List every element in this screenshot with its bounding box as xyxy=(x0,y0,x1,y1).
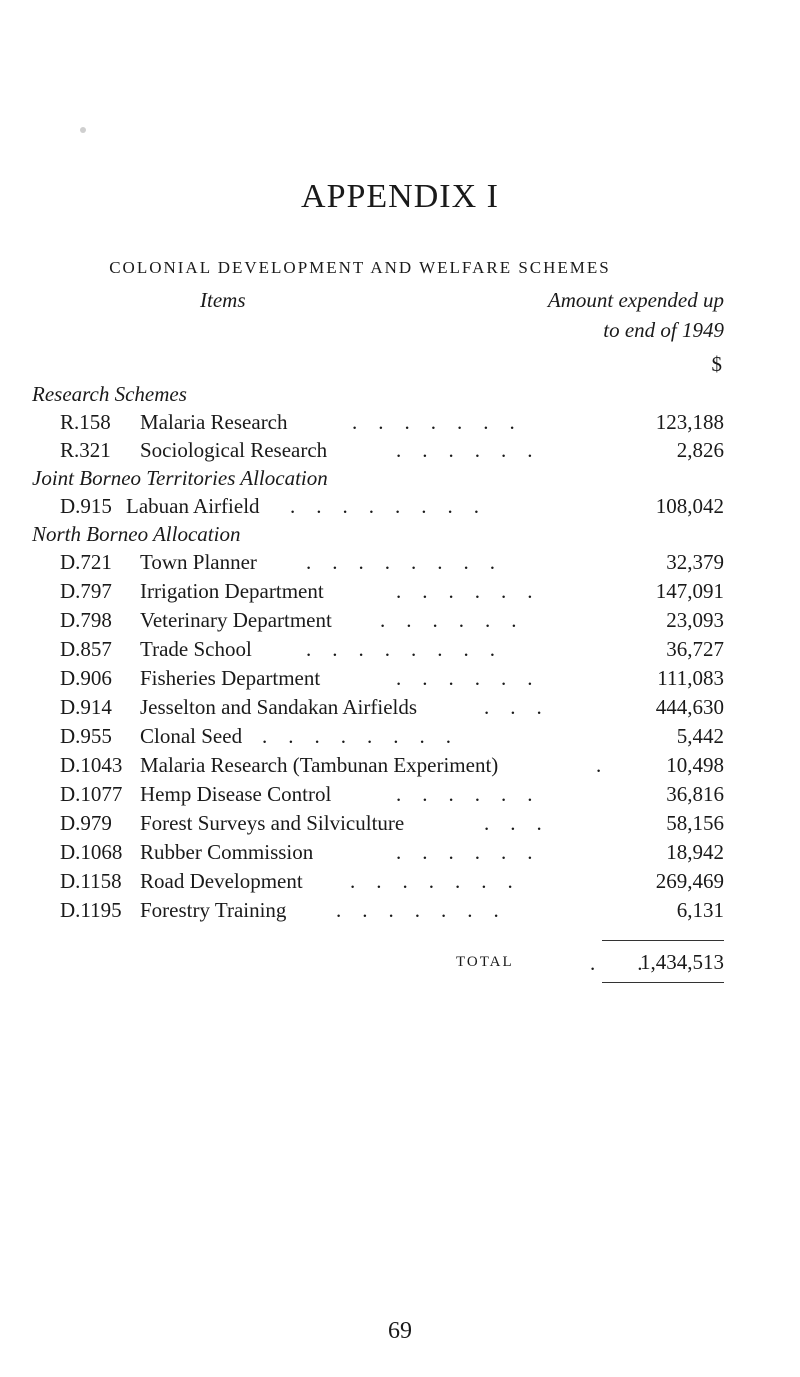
scheme-amount: 58,156 xyxy=(666,811,724,835)
scheme-label: Malaria Research (Tambunan Experiment) xyxy=(140,753,499,777)
leader-dots: . . . . . . xyxy=(380,608,517,632)
scheme-amount: 36,727 xyxy=(666,637,724,661)
scheme-code: D.906 xyxy=(60,666,112,690)
scheme-label: Sociological Research xyxy=(140,438,328,462)
scheme-code: D.1077 xyxy=(60,782,123,806)
table-row xyxy=(0,811,800,841)
scheme-amount: 269,469 xyxy=(655,869,724,893)
scheme-amount: 108,042 xyxy=(655,494,724,518)
scheme-label: Irrigation Department xyxy=(140,579,324,603)
scheme-label: Trade School xyxy=(140,637,252,661)
page-subtitle: COLONIAL DEVELOPMENT AND WELFARE SCHEMES xyxy=(109,258,611,277)
scheme-code: D.798 xyxy=(60,608,112,632)
scheme-code: D.1068 xyxy=(60,840,123,864)
table-row xyxy=(0,579,800,609)
leader-dots: . . . xyxy=(484,695,542,719)
scheme-code: R.321 xyxy=(60,438,111,462)
scheme-code: D.857 xyxy=(60,637,112,661)
leader-dots: . . . . . . xyxy=(396,666,533,690)
scheme-label: Road Development xyxy=(140,869,303,893)
scheme-code: D.915 xyxy=(60,494,112,518)
table-row xyxy=(0,637,800,667)
scheme-amount: 10,498 xyxy=(666,753,724,777)
scheme-label: Veterinary Department xyxy=(140,608,332,632)
leader-dots: . xyxy=(596,753,602,777)
scheme-label: Hemp Disease Control xyxy=(140,782,332,806)
scheme-code: D.1043 xyxy=(60,753,123,777)
scheme-label: Forestry Training xyxy=(140,898,287,922)
scheme-label: Labuan Airfield xyxy=(126,494,260,518)
table-row xyxy=(0,666,800,696)
table-row xyxy=(0,494,800,524)
total-label: TOTAL xyxy=(456,954,514,970)
page-speck xyxy=(80,127,86,133)
scheme-amount: 123,188 xyxy=(655,410,724,434)
table-row xyxy=(0,840,800,870)
scheme-label: Fisheries Department xyxy=(140,666,321,690)
leader-dots: . . . . . . . . xyxy=(290,494,479,518)
scheme-amount: 36,816 xyxy=(666,782,724,806)
leader-dots: . . . . . . . . xyxy=(306,637,495,661)
leader-dots: . . . xyxy=(484,811,542,835)
section-heading: Research Schemes xyxy=(32,382,187,406)
total-rule-bottom xyxy=(602,982,724,983)
scheme-code: D.1195 xyxy=(60,898,122,922)
total-rule-top xyxy=(602,940,724,941)
table-row xyxy=(0,695,800,725)
section-heading: North Borneo Allocation xyxy=(32,522,241,546)
table-row xyxy=(0,724,800,754)
scheme-label: Town Planner xyxy=(140,550,257,574)
amount-column-header-line1: Amount expended up xyxy=(547,288,724,312)
table-row xyxy=(0,438,800,468)
scheme-amount: 6,131 xyxy=(676,898,724,922)
scheme-amount: 23,093 xyxy=(666,608,724,632)
leader-dots: . . . . . . . . xyxy=(262,724,451,748)
total-amount: 1,434,513 xyxy=(640,950,724,974)
scheme-amount: 18,942 xyxy=(666,840,724,864)
leader-dots: . . . . . . xyxy=(396,840,533,864)
scheme-code: D.955 xyxy=(60,724,112,748)
section-heading: Joint Borneo Territories Allocation xyxy=(32,466,328,490)
leader-dots: . . . . . . xyxy=(396,579,533,603)
table-row xyxy=(0,753,800,783)
items-column-header: Items xyxy=(200,288,246,312)
scheme-label: Malaria Research xyxy=(140,410,288,434)
leader-dots: . . . . . . . . xyxy=(306,550,495,574)
table-row xyxy=(0,410,800,440)
page-title: APPENDIX I xyxy=(301,178,499,215)
scheme-amount: 2,826 xyxy=(676,438,724,462)
scheme-label: Jesselton and Sandakan Airfields xyxy=(140,695,418,719)
scheme-code: D.979 xyxy=(60,811,112,835)
currency-symbol: $ xyxy=(711,352,722,376)
scheme-code: D.1158 xyxy=(60,869,122,893)
table-row xyxy=(0,550,800,580)
leader-dots: . . . . . . . xyxy=(336,898,499,922)
scheme-label: Clonal Seed xyxy=(140,724,243,748)
table-row xyxy=(0,898,800,928)
scheme-amount: 147,091 xyxy=(655,579,724,603)
table-row xyxy=(0,869,800,899)
scheme-code: D.797 xyxy=(60,579,112,603)
page-number: 69 xyxy=(388,1318,412,1344)
scheme-code: D.721 xyxy=(60,550,112,574)
leader-dots: . . . . . . xyxy=(396,438,533,462)
leader-dots: . . xyxy=(590,951,643,975)
leader-dots: . . . . . . xyxy=(396,782,533,806)
leader-dots: . . . . . . . xyxy=(352,410,515,434)
scheme-code: D.914 xyxy=(60,695,112,719)
scheme-label: Forest Surveys and Silviculture xyxy=(140,811,405,835)
scheme-label: Rubber Commission xyxy=(140,840,314,864)
scheme-amount: 444,630 xyxy=(655,695,724,719)
scheme-amount: 5,442 xyxy=(676,724,724,748)
table-row xyxy=(0,782,800,812)
scheme-code: R.158 xyxy=(60,410,111,434)
scheme-amount: 111,083 xyxy=(657,666,724,690)
table-row xyxy=(0,608,800,638)
leader-dots: . . . . . . . xyxy=(350,869,513,893)
scheme-amount: 32,379 xyxy=(666,550,724,574)
amount-column-header-line2: to end of 1949 xyxy=(603,318,724,342)
